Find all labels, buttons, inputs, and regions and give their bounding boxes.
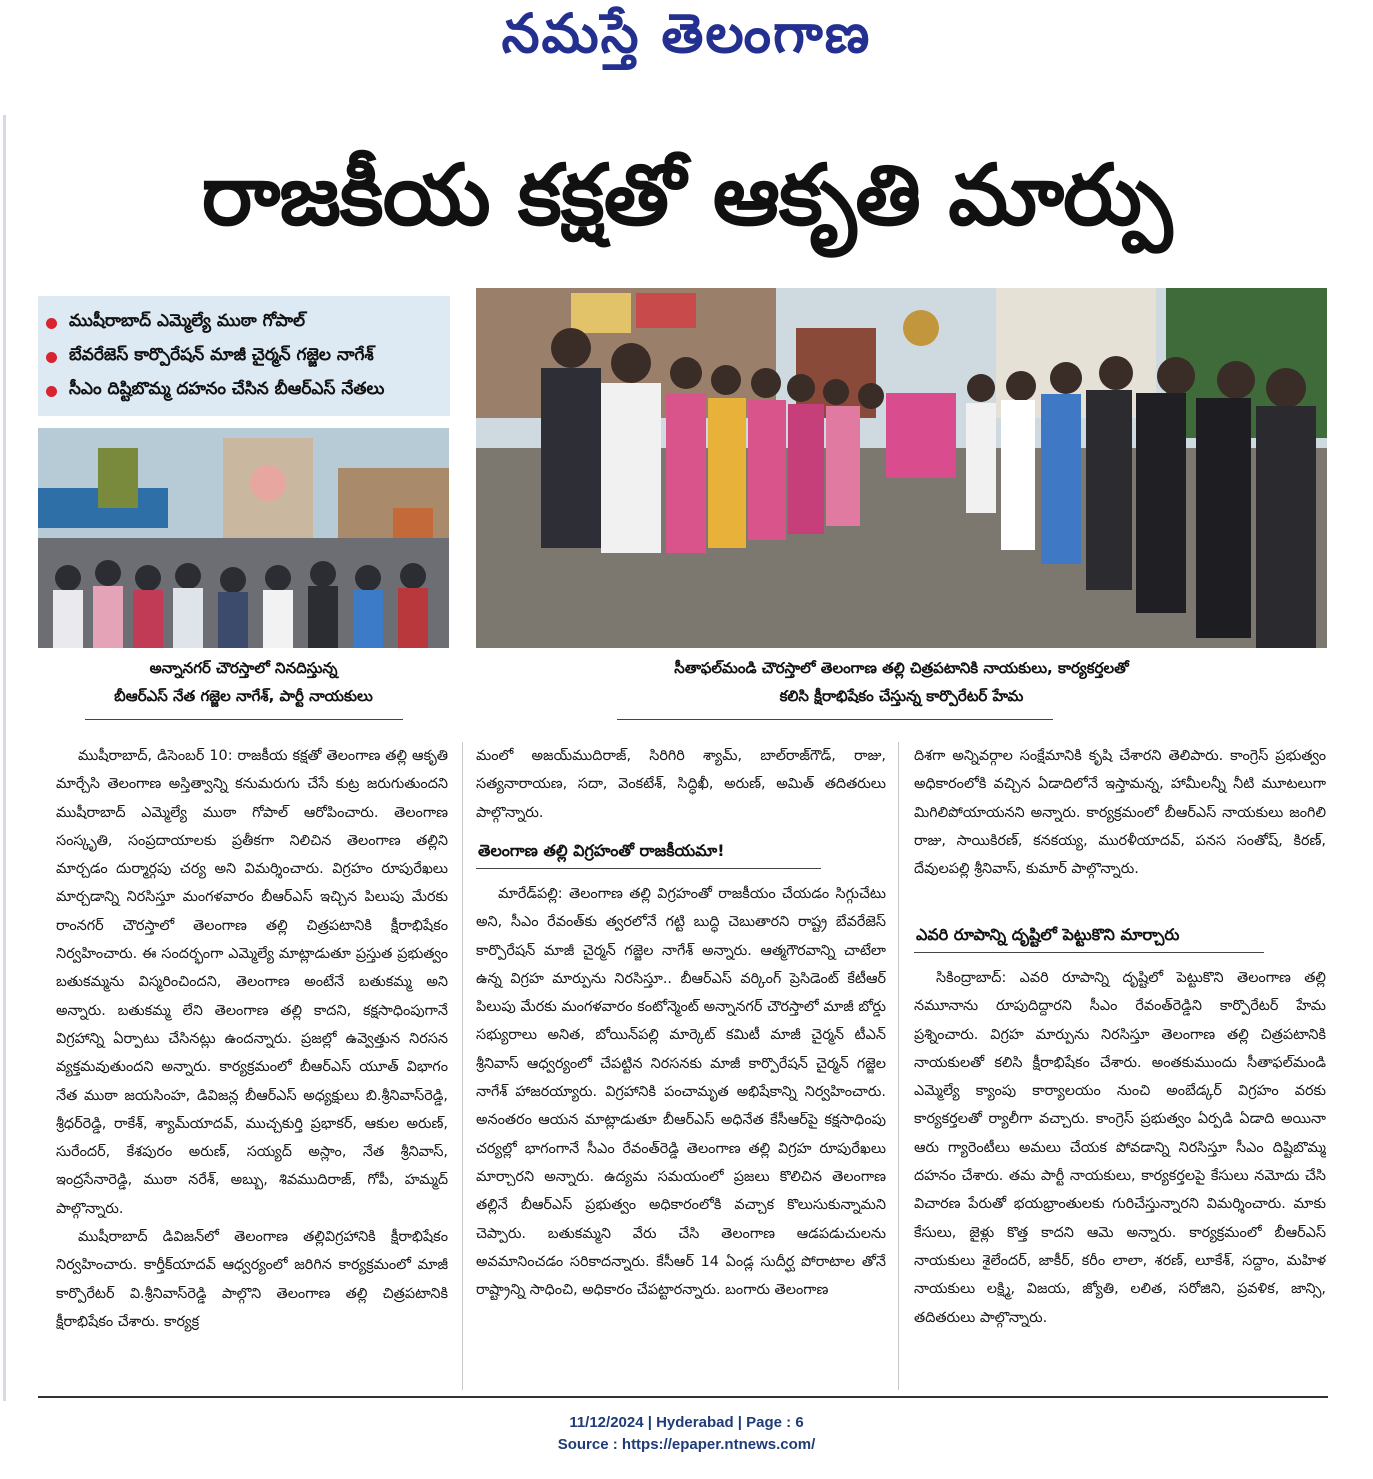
subhead-underline bbox=[476, 868, 821, 869]
article-paragraph: దిశగా అన్నివర్గాల సంక్షేమానికి కృషి చేశారని తెలిపారు. కాంగ్రెస్ ప్రభుత్వం అధికారంలోకి వచ్చిన ఏడాదిలోనే ఇస్తామన్న, హామీలన్నీ నీటి మూటలుగా మిగిలిపోయాయనని అన్నారు. కార్యక్రమంలో బీఆర్ఎస్ నాయకులు జంగిలి రాజు, సాయికిరణ్, కనకయ్య, మురళీయాదవ్, పనస సంతోష్, కిరణ్, దేవులపల్లి శ్రీనివాస్, కుమార్ పాల్గొన్నారు. bbox=[914, 748, 1326, 878]
bullet-dot-icon bbox=[46, 352, 57, 363]
caption-underline bbox=[85, 719, 403, 720]
masthead bbox=[0, 0, 1373, 80]
headline bbox=[0, 125, 1373, 285]
bullet-dot-icon bbox=[46, 386, 57, 397]
protest-photo-right bbox=[476, 288, 1327, 648]
article-column-2-body bbox=[476, 880, 886, 1392]
article-column-3-body bbox=[914, 964, 1326, 1392]
article-paragraph: మారేడ్‌పల్లి: తెలంగాణ తల్లి విగ్రహంతో రాజకీయం చేయడం సిగ్గుచేటు అని, సీఎం రేవంత్‌కు త్వరలోనే గట్టి బుద్ధి చెబుతారని రాష్ట్ర బేవరేజెస్ కార్పొరేషన్ మాజీ చైర్మన్ గజ్జెల నాగేశ్ అన్నారు. ఆత్మగౌరవాన్ని చాటేలా ఉన్న విగ్రహ మార్పును నిరసిస్తూ.. బీఆర్ఎస్ వర్కింగ్ ప్రెసిడెంట్ కేటీఆర్ పిలుపు మేరకు మంగళవారం కంటోన్మెంట్ అన్నానగర్ చౌరస్తాలో మాజీ బోర్డు సభ్యురాలు అనిత, బోయిన్‌పల్లి మార్కెట్ కమిటీ మాజీ చైర్మన్ టీఎన్ శ్రీనివాస్ ఆధ్వర్యంలో చేపట్టిన నిరసనకు మాజీ కార్పొరేషన్ చైర్మన్ గజ్జెల నాగేశ్ హాజరయ్యారు. విగ్రహానికి పంచామృత అభిషేకాన్ని నిర్వహించారు. అనంతరం ఆయన మాట్లాడుతూ బీఆర్ఎస్ అధినేత కేసీఆర్‌పై కక్షసాధింపు చర్యల్లో భాగంగానే సీఎం రేవంత్‌రెడ్డి తెలంగాణ తల్లి విగ్రహ రూపురేఖలు మార్చారని అన్నారు. ఉద్యమ సమయంలో ప్రజలు కొలిచిన తెలంగాణ తల్లినే బీఆర్ఎస్ ప్రభుత్వం అధికారంలోకి వచ్చాక కొలుసుకున్నామని చెప్పారు. బతుకమ్మని వేరు చేసి తెలంగాణ ఆడపడుచులను అవమానించడం సరికాదన్నారు. కేసీఆర్ 14 ఏండ్ల సుదీర్ఘ పోరాటాల తోనే రాష్ట్రాన్ని సాధించి, అధికారం చేపట్టారన్నారు. బంగారు తెలంగాణ bbox=[476, 886, 886, 1299]
caption-underline bbox=[617, 719, 1053, 720]
headline-text: రాజకీయ కక్షతో ఆకృతి మార్పు bbox=[201, 145, 1172, 244]
column-divider bbox=[462, 742, 463, 1390]
bullet-dot-icon bbox=[46, 318, 57, 329]
subhead-underline bbox=[914, 952, 1264, 953]
article-paragraph: మంలో అజయ్‌ముదిరాజ్, సిరిగిరి శ్యామ్, బాల్‌రాజ్‌గౌడ్, రాజు, సత్యనారాయణ, సదా, వెంకటేశ్, సిద్ధిఖీ, అరుణ్, అమిత్ తదితరులు పాల్గొన్నారు. bbox=[476, 748, 886, 821]
article-paragraph: ముషీరాబాద్, డిసెంబర్ 10: రాజకీయ కక్షతో తెలంగాణ తల్లి ఆకృతి మార్చేసి తెలంగాణ అస్తిత్వాన్ని కనుమరుగు చేసే కుట్ర జరుగుతుందని ముషీరాబాద్ ఎమ్మెల్యే ముఠా గోపాల్ ఆరోపించారు. తెలంగాణ సంస్కృతి, సంప్రదాయాలకు ప్రతీకగా నిలిచిన తెలంగాణ తల్లిని మార్చడం దుర్మార్గపు చర్య అని విమర్శించారు. విగ్రహం రూపురేఖలు మార్చడాన్ని నిరసిస్తూ మంగళవారం బీఆర్ఎస్ ఇచ్చిన పిలుపు మేరకు రాంనగర్ చౌరస్తాలో తెలంగాణ తల్లి చిత్రపటానికి క్షీరాభిషేకం నిర్వహించారు. ఈ సందర్భంగా ఎమ్మెల్యే మాట్లాడుతూ ప్రస్తుత ప్రభుత్వం బతుకమ్మను విస్మరించిందని, తెలంగాణ అంటేనే బతుకమ్మ అని అన్నారు. బతుకమ్మ లేని తెలంగాణ తల్లి కాదని, కక్షసాధింపుగానే విగ్రహాన్ని ఏర్పాటు చేసినట్లు ఉందన్నారు. ప్రజల్లో ఉవ్వెత్తున నిరసన వ్యక్తమవుతుందని అన్నారు. కార్యక్రమంలో బీఆర్ఎస్ యూత్ విభాగం నేత ముఠా జయసింహ, డివిజన్ల బీఆర్ఎస్ అధ్యక్షులు బి.శ్రీనివాస్‌రెడ్డి, శ్రీధర్‌రెడ్డి, రాకేశ్, శ్యామ్‌యాదవ్, ముచ్చకుర్తి ప్రభాకర్, ఆకుల అరుణ్, సురేందర్, కేశపురం అరుణ్, సయ్యద్ అస్లాం, నేత శ్రీనివాస్, ఇంద్రసేనారెడ్డి, ముఠా నరేశ్, అబ్బు, శివముదిరాజ్, గోపీ, హమ్మద్ పాల్గొన్నారు. bbox=[56, 748, 448, 1217]
section-subhead: ఎవరి రూపాన్ని దృష్టిలో పెట్టుకొని మార్చారు bbox=[916, 925, 1180, 944]
article-column-1 bbox=[56, 742, 448, 1394]
highlights-box bbox=[38, 296, 450, 416]
article-column-2 bbox=[476, 742, 886, 828]
footer-source-link[interactable]: Source : https://epaper.ntnews.com/ bbox=[557, 1436, 816, 1453]
highlight-item: ముషీరాబాద్ ఎమ్మెల్యే ముఠా గోపాల్ bbox=[46, 306, 442, 340]
newspaper-logo: నమస్తే తెలంగాణ bbox=[501, 1, 872, 65]
photo-caption-right: సీతాఫల్‌మండి చౌరస్తాలో తెలంగాణ తల్లి చిత్రపటానికి నాయకులు, కార్యకర్తలతో కలిసి క్షీరాభిషేకం చేస్తున్న కార్పొరేటర్ హేమ bbox=[674, 659, 1129, 705]
article-paragraph: సికింద్రాబాద్: ఎవరి రూపాన్ని దృష్టిలో పెట్టుకొని తెలంగాణ తల్లి నమూనాను రూపుదిద్దారని సీఎం రేవంత్‌రెడ్డిని కార్పొరేటర్ హేమ ప్రశ్నించారు. విగ్రహ మార్పును నిరసిస్తూ తెలంగాణ తల్లి చిత్రపటానికి నాయకులతో కలిసి క్షీరాభిషేకం చేశారు. అంతకుముందు సీతాఫల్‌మండి ఎమ్మెల్యే క్యాంపు కార్యాలయం నుంచి అంబేడ్కర్ విగ్రహం వరకు కార్యకర్తలతో ర్యాలీగా వచ్చారు. కాంగ్రెస్ ప్రభుత్వం ఏర్పడి ఏడాది అయినా ఆరు గ్యారెంటీలు అమలు చేయక పోవడాన్ని నిరసిస్తూ సీఎం దిష్టిబొమ్మ దహనం చేశారు. తమ పార్టీ నాయకులు, కార్యకర్తలపై కేసులు నమోదు చేసి విచారణ పేరుతో భయభ్రాంతులకు గురిచేస్తున్నారని విమర్శించారు. మాకు కేసులు, జైళ్లు కొత్త కాదని ఆమె అన్నారు. కార్యక్రమంలో బీఆర్ఎస్ నాయకులు శైలేందర్, జాకీర్, కరీం లాలా, శరణ్, లూకేశ్, సద్దాం, మహిళ నాయకులు లక్ష్మి, విజయ, జ్యోతి, లలిత, సరోజిని, ప్రవళిక, జాన్సి, తదితరులు పాల్గొన్నారు. bbox=[914, 970, 1326, 1326]
photo-caption-left: అన్నానగర్ చౌరస్తాలో నినదిస్తున్న బీఆర్ఎస్ నేత గజ్జెల నాగేశ్, పార్టీ నాయకులు bbox=[114, 659, 373, 705]
section-subhead: తెలంగాణ తల్లి విగ్రహంతో రాజకీయమా! bbox=[478, 841, 725, 860]
highlight-item: బేవరేజెస్ కార్పొరేషన్ మాజీ చైర్మన్ గజ్జెల నాగేశ్ bbox=[46, 340, 442, 374]
footer-date-line: 11/12/2024 | Hyderabad | Page : 6 bbox=[569, 1414, 804, 1431]
column-divider bbox=[898, 742, 899, 1390]
page-footer bbox=[0, 1412, 1373, 1456]
article-paragraph: ముషీరాబాద్ డివిజన్‌లో తెలంగాణ తల్లివిగ్రహానికి క్షీరాభిషేకం నిర్వహించారు. కార్తీక్‌యాదవ్ ఆధ్వర్యంలో జరిగిన కార్యక్రమంలో మాజీ కార్పొరేటర్ వి.శ్రీనివాస్‌రెడ్డి పాల్గొని తెలంగాణ తల్లి చిత్రపటానికి క్షీరాభిషేకం చేశారు. కార్యక్ర bbox=[56, 1229, 448, 1330]
bottom-rule bbox=[38, 1396, 1328, 1398]
highlight-item: సీఎం దిష్టిబొమ్మ దహనం చేసిన బీఆర్ఎస్ నేతలు bbox=[46, 374, 442, 408]
article-column-3 bbox=[914, 742, 1326, 914]
protest-photo-left bbox=[38, 428, 449, 648]
